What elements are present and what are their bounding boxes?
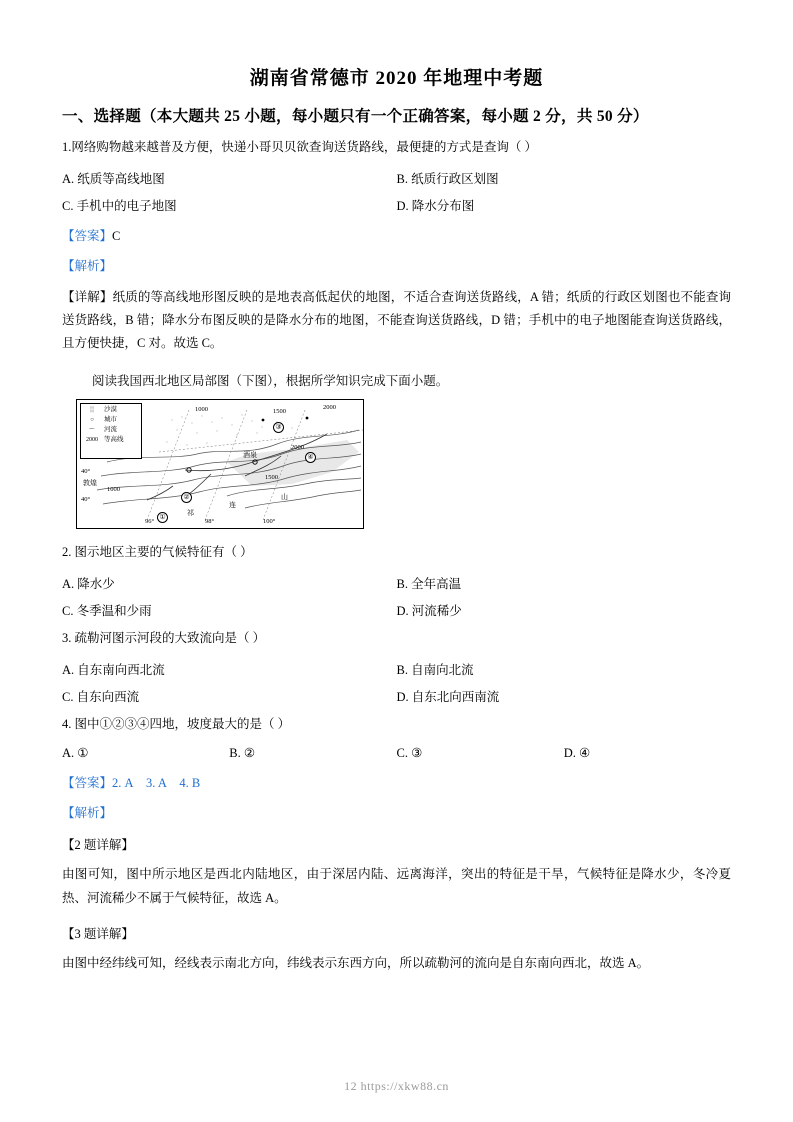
- legend-item-river: [83, 425, 139, 435]
- option-c[interactable]: C. 手机中的电子地图: [62, 198, 177, 213]
- legend-label: 河流: [104, 426, 117, 434]
- question-3-options-row-1: [62, 660, 731, 678]
- option-c[interactable]: C. 冬季温和少雨: [62, 603, 152, 618]
- option-a[interactable]: A. 自东南向西北流: [62, 662, 165, 677]
- page-footer: 12 https://xkw88.cn: [344, 1079, 449, 1093]
- detail-text: 纸质的等高线地形图反映的是地表高低起伏的地图，不适合查询送货路线，A 错；纸质的行政区划图也不能查询送货路线，B 错；降水分布图反映的是降水分布的地图，不能查询送货路线，D 错；手机中的电子地图能查询送货路线，且方便快捷，C 对。故选 C。: [62, 289, 731, 350]
- option-a[interactable]: A. ①: [62, 746, 89, 761]
- reading-material-intro: 阅读我国西北地区局部图（下图），根据所学知识完成下面小题。: [92, 374, 449, 389]
- map-figure: [76, 399, 731, 529]
- option-b[interactable]: B. 自南向北流: [396, 662, 474, 677]
- legend-item-city: [83, 415, 139, 425]
- section-heading: 一、选择题（本大题共 25 小题，每小题只有一个正确答案，每小题 2 分，共 50 分）: [62, 108, 649, 125]
- option-c[interactable]: C. 自东向西流: [62, 689, 140, 704]
- map-label-shan: 山: [281, 493, 288, 502]
- option-b[interactable]: B. 纸质行政区划图: [396, 171, 499, 186]
- legend-label: 沙漠: [104, 406, 117, 414]
- detail-2-head: 【2 题详解】: [62, 838, 134, 853]
- map-legend: [80, 403, 142, 459]
- answer-tag: 【答案】: [62, 776, 113, 791]
- group-answer: [62, 773, 731, 791]
- map-label-lon-96: 96°: [145, 518, 155, 526]
- map-label-lat-40n-b: 40°: [81, 496, 91, 504]
- question-2-options-row-1: [62, 574, 731, 592]
- question-1-stem: 1.网络购物越来越普及方便，快递小哥贝贝欲查询送货路线，最便捷的方式是查询（ ）: [62, 140, 538, 154]
- option-d[interactable]: D. 河流稀少: [396, 603, 462, 618]
- option-a[interactable]: A. 纸质等高线地图: [62, 171, 165, 186]
- contour-icon: 2000: [86, 437, 98, 444]
- legend-label: 城市: [104, 416, 117, 424]
- river-icon: 〜: [88, 427, 95, 434]
- map-label-jiuquan: 酒泉: [243, 451, 257, 460]
- legend-item-contour: [83, 435, 139, 445]
- map-point-1: ①: [157, 512, 168, 523]
- analysis-tag: 【解析】: [62, 806, 113, 821]
- answer-q3: 3. A: [146, 776, 167, 791]
- option-d[interactable]: D. 自东北向西南流: [396, 689, 500, 704]
- question-1-options-row-2: [62, 196, 731, 214]
- option-d[interactable]: D. 降水分布图: [396, 198, 475, 213]
- detail-3-head: 【3 题详解】: [62, 926, 134, 941]
- map-label-contour-1000: 1000: [195, 406, 208, 414]
- option-d[interactable]: D. ④: [563, 746, 591, 761]
- legend-label: 等高线: [104, 436, 124, 444]
- map-label-contour-1500-b: 1500: [265, 474, 278, 482]
- question-4-stem: 4. 图中①②③④四地，坡度最大的是（ ）: [62, 716, 291, 731]
- map-label-contour-1500: 1500: [273, 408, 286, 416]
- question-1-detail: [62, 286, 731, 355]
- map-point-4: ④: [305, 452, 316, 463]
- page-title: 湖南省常德市 2020 年地理中考题: [249, 68, 544, 89]
- legend-item-desert: [83, 405, 139, 415]
- detail-tag: 【详解】: [62, 289, 113, 304]
- option-b[interactable]: B. ②: [229, 746, 256, 761]
- question-3-stem: 3. 疏勒河图示河段的大致流向是（ ）: [62, 630, 266, 645]
- option-b[interactable]: B. 全年高温: [396, 576, 462, 591]
- map-label-lon-98: 98°: [205, 518, 215, 526]
- map-label-contour-2000-b: 2000: [291, 444, 304, 452]
- option-c[interactable]: C. ③: [396, 746, 423, 761]
- analysis-tag: 【解析】: [62, 258, 113, 273]
- option-a[interactable]: A. 降水少: [62, 576, 115, 591]
- answer-tag: 【答案】: [62, 228, 113, 243]
- map-label-lon-100: 100°: [263, 518, 276, 526]
- detail-3-text: 由图中经纬线可知，经线表示南北方向，纬线表示东西方向，所以疏勒河的流向是自东南向西北，故选 A。: [62, 955, 650, 970]
- map-point-2: ②: [181, 492, 192, 503]
- map-point-3: ③: [273, 422, 284, 433]
- map-label-qi: 祁: [187, 509, 194, 518]
- map-label-dunhuang: 敦煌: [83, 479, 97, 488]
- group-analysis-tag: [62, 803, 731, 821]
- map-label-lian: 连: [229, 501, 236, 510]
- detail-2-text: 由图可知，图中所示地区是西北内陆地区，由于深居内陆、远离海洋，突出的特征是干旱，气候特征是降水少，冬冷夏热、河流稀少不属于气候特征，故选 A。: [62, 867, 731, 905]
- city-icon: ○: [90, 417, 94, 424]
- question-2-stem: 2. 图示地区主要的气候特征有（ ）: [62, 545, 253, 560]
- map-label-lat-40n: 40°: [81, 468, 91, 476]
- answer-q4: 4. B: [179, 776, 201, 791]
- desert-icon: ░: [89, 407, 95, 414]
- question-4-options-row: [62, 745, 731, 761]
- map-image: [76, 399, 364, 529]
- question-1-answer: [62, 226, 731, 244]
- question-3-options-row-2: [62, 687, 731, 705]
- question-1-options-row-1: [62, 169, 731, 187]
- answer-q2: 2. A: [112, 776, 134, 791]
- question-2-options-row-2: [62, 601, 731, 619]
- map-label-contour-2000: 2000: [323, 404, 336, 412]
- question-1-analysis-tag: [62, 256, 731, 274]
- map-label-contour-1000-b: 1000: [107, 486, 120, 494]
- answer-value: C: [112, 228, 121, 243]
